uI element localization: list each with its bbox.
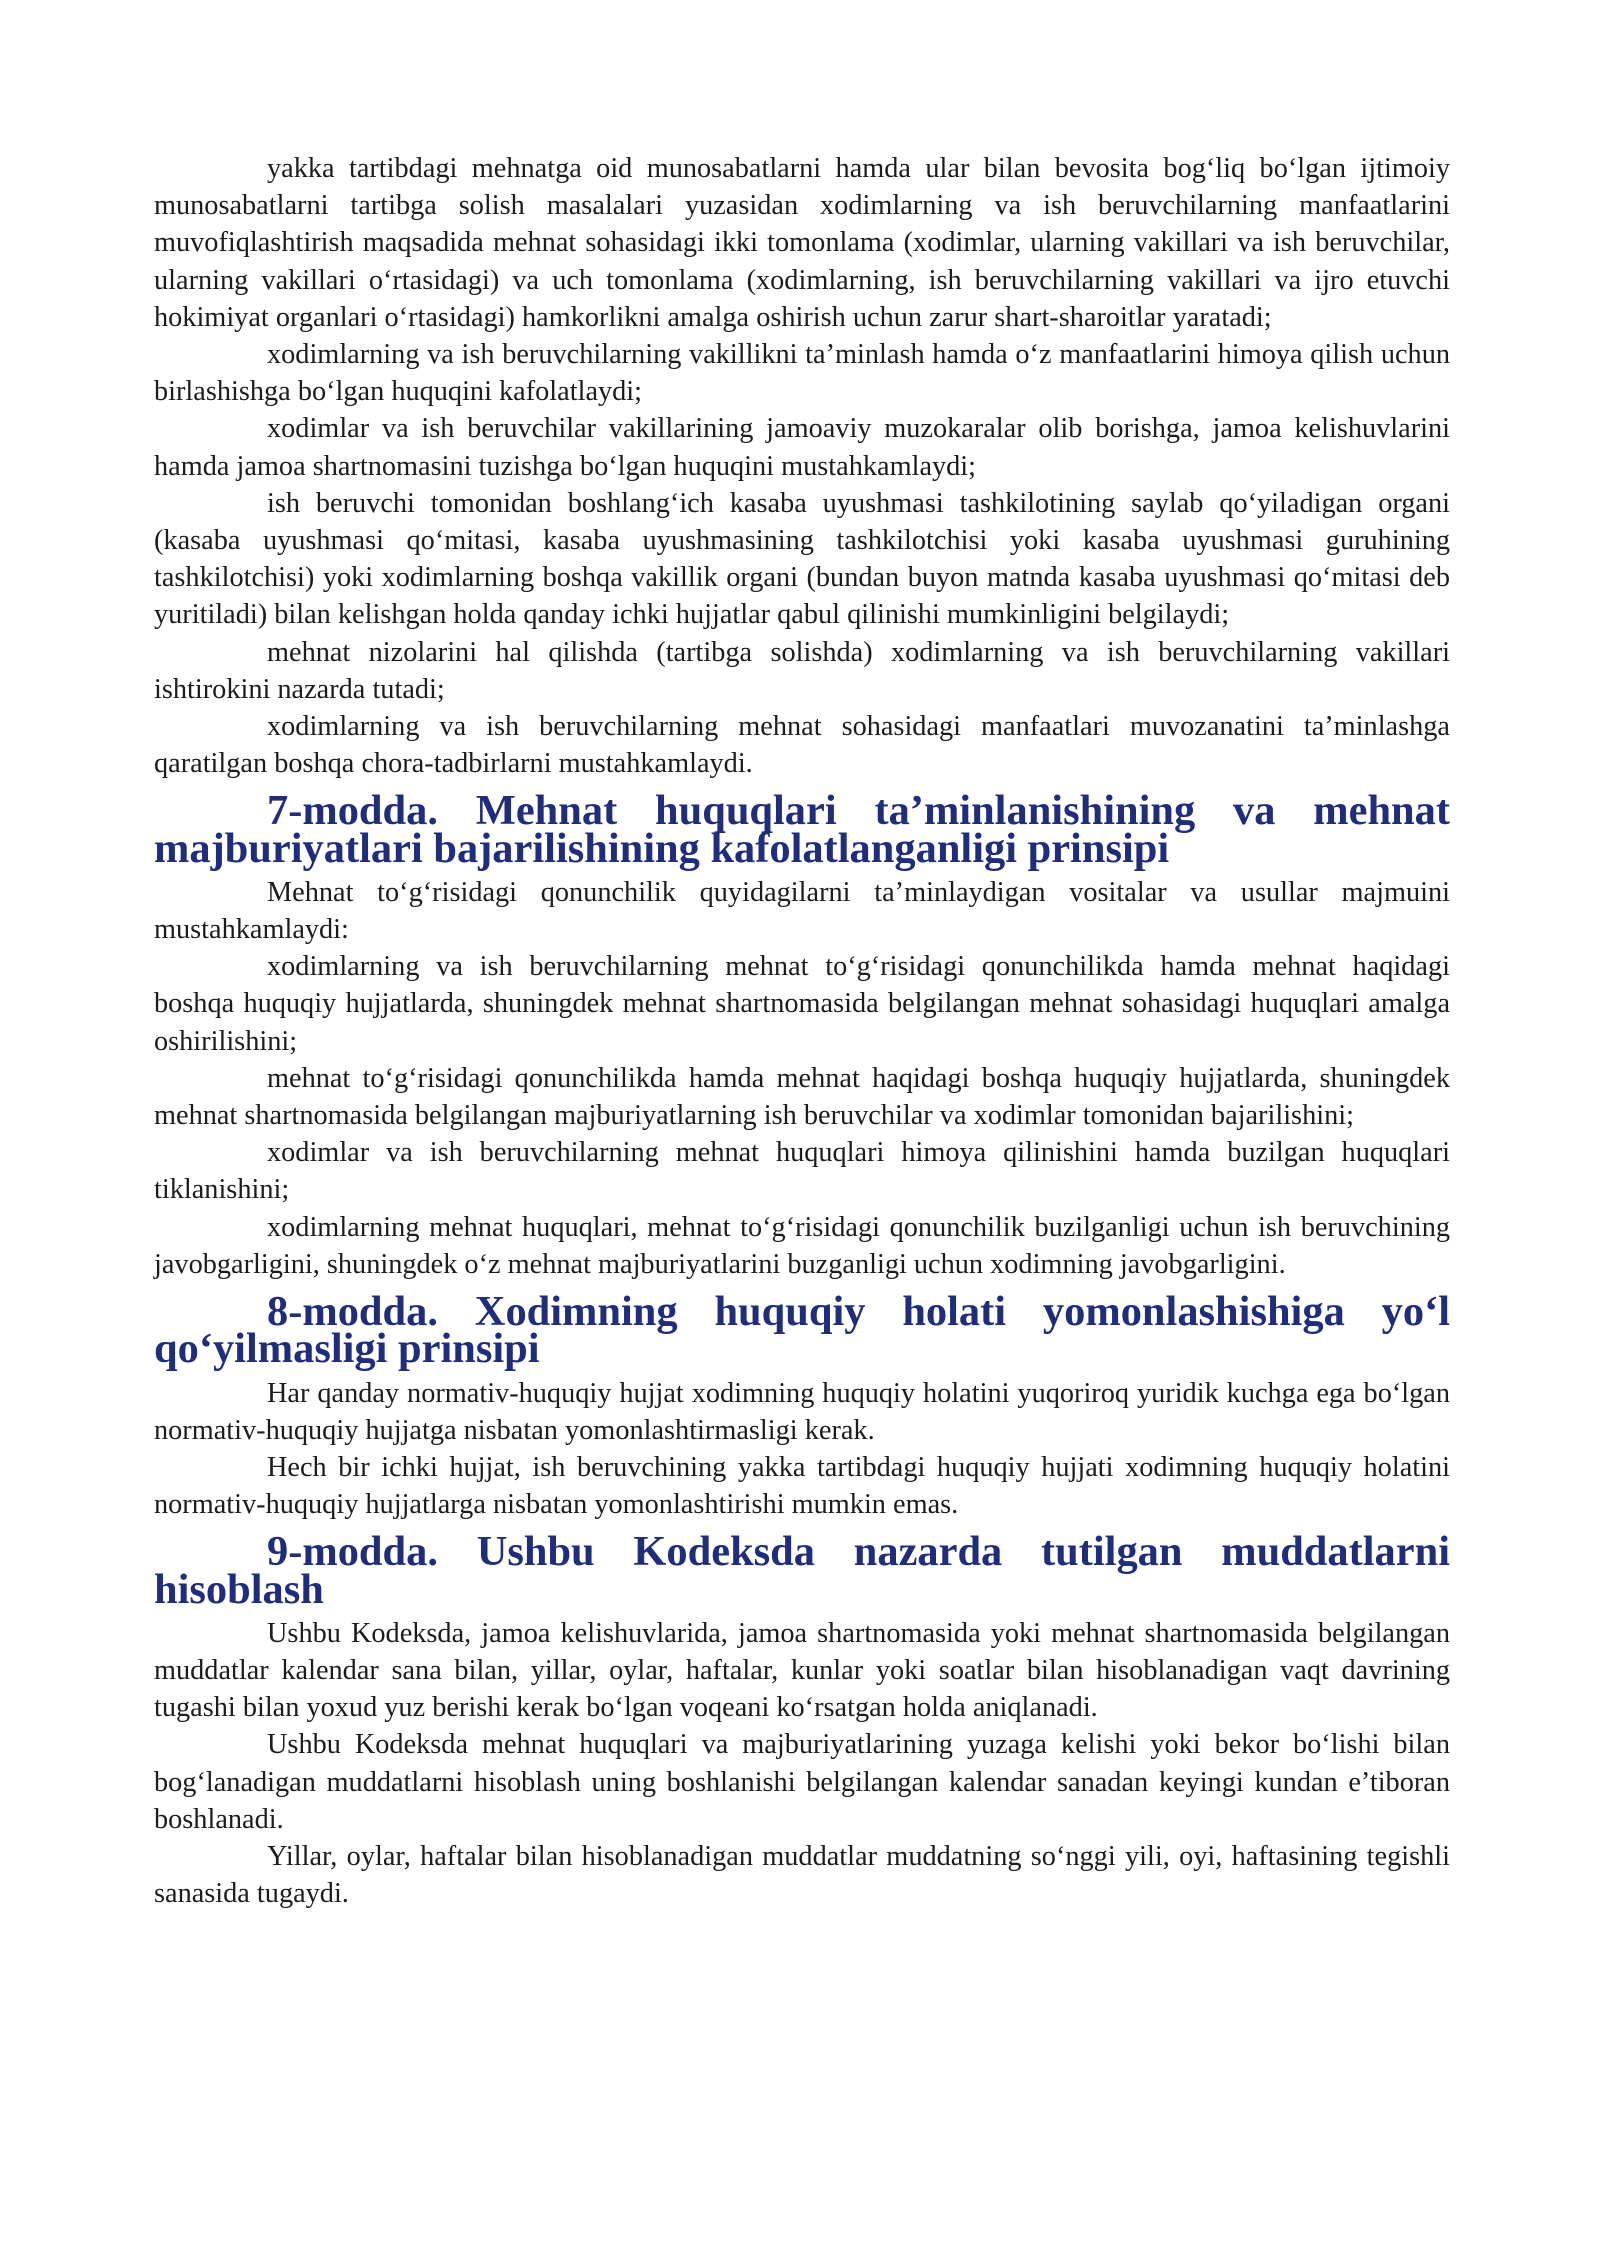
- paragraph: mehnat to‘g‘risidagi qonunchilikda hamda mehnat haqidagi boshqa huquqiy hujjatlarda, shuningdek mehnat shartnomasida belgilangan majburiyatlarning ish beruvchilar va xodimlar tomonidan bajarilishini;: [154, 1062, 1450, 1132]
- paragraph: xodimlarning mehnat huquqlari, mehnat to‘g‘risidagi qonunchilik buzilganligi uchun ish beruvchining javobgarligini, shuningdek o‘z mehnat majburiyatlarini buzganligi uchun xodimning javobgarligini.: [154, 1211, 1450, 1280]
- paragraph: xodimlarning va ish beruvchilarning vakillikni ta’minlash hamda o‘z manfaatlarini himoya qilish uchun birlashishga bo‘lgan huquqini kafolatlaydi;: [154, 339, 1450, 408]
- paragraph: xodimlarning va ish beruvchilarning mehnat to‘g‘risidagi qonunchilikda hamda mehnat haqidagi boshqa huquqiy hujjatlarda, shuningdek mehnat shartnomasida belgilangan mehnat sohasidagi huquqlari amalga oshirilishini;: [154, 951, 1450, 1057]
- paragraph: Har qanday normativ-huquqiy hujjat xodimning huquqiy holatini yuqoriroq yuridik kuchga ega bo‘lgan normativ-huquqiy hujjatga nisbatan yomonlashtirmasligi kerak.: [154, 1377, 1450, 1446]
- article-9-heading: 9-modda. Ushbu Kodeksda nazarda tutilgan muddatlarni hisoblash: [154, 1528, 1450, 1613]
- paragraph: xodimlar va ish beruvchilarning mehnat huquqlari himoya qilinishini hamda buzilgan huquqlari tiklanishini;: [154, 1137, 1450, 1206]
- paragraph: xodimlar va ish beruvchilar vakillarining jamoaviy muzokaralar olib borishga, jamoa kelishuvlarini hamda jamoa shartnomasini tuzishga bo‘lgan huquqini mustahkamlaydi;: [154, 413, 1450, 482]
- paragraph: mehnat nizolarini hal qilishda (tartibga solishda) xodimlarning va ish beruvchilarning vakillari ishtirokini nazarda tutadi;: [154, 636, 1450, 705]
- paragraph: Ushbu Kodeksda, jamoa kelishuvlarida, jamoa shartnomasida yoki mehnat shartnomasida belgilangan muddatlar kalendar sana bilan, yillar, oylar, haftalar, kunlar yoki soatlar bilan hisoblanadigan vaqt davrining tugashi bilan yoxud yuz berishi kerak bo‘lgan voqeani ko‘rsatgan holda aniqlanadi.: [154, 1617, 1450, 1724]
- paragraph: xodimlarning va ish beruvchilarning mehnat sohasidagi manfaatlari muvozanatini ta’minlashga qaratilgan boshqa chora-tadbirlarni mustahkamlaydi.: [154, 711, 1450, 780]
- paragraph: Mehnat to‘g‘risidagi qonunchilik quyidagilarni ta’minlaydigan vositalar va usullar majmuini mustahkamlaydi:: [154, 876, 1450, 946]
- article-7-heading: 7-modda. Mehnat huquqlari ta’minlanishining va mehnat majburiyatlari bajarilishining kafolatlanganligi prinsipi: [154, 787, 1450, 872]
- paragraph: Ushbu Kodeksda mehnat huquqlari va majburiyatlarining yuzaga kelishi yoki bekor bo‘lishi bilan bog‘lanadigan muddatlarni hisoblash uning boshlanishi belgilangan kalendar sanadan keyingi kundan e’tiboran boshlanadi.: [154, 1729, 1450, 1835]
- article-8-heading: 8-modda. Xodimning huquqiy holati yomonlashishiga yo‘l qo‘yilmasligi prinsipi: [154, 1288, 1450, 1373]
- paragraph: Hech bir ichki hujjat, ish beruvchining yakka tartibdagi huquqiy hujjati xodimning huquqiy holatini normativ-huquqiy hujjatlarga nisbatan yomonlashtirishi mumkin emas.: [154, 1451, 1450, 1521]
- paragraph: Yillar, oylar, haftalar bilan hisoblanadigan muddatlar muddatning so‘nggi yili, oyi, haftasining tegishli sanasida tugaydi.: [154, 1840, 1450, 1910]
- document-page: [154, 150, 1450, 1912]
- paragraph: ish beruvchi tomonidan boshlang‘ich kasaba uyushmasi tashkilotining saylab qo‘yiladigan organi (kasaba uyushmasi qo‘mitasi, kasaba uyushmasining tashkilotchisi yoki kasaba uyushmasi guruhining tashkilotchisi) yoki xodimlarning boshqa vakillik organi (bundan buyon matnda kasaba uyushmasi qo‘mitasi deb yuritiladi) bilan kelishgan holda qanday ichki hujjatlar qabul qilinishi mumkinligini belgilaydi;: [154, 487, 1450, 631]
- paragraph: yakka tartibdagi mehnatga oid munosabatlarni hamda ular bilan bevosita bog‘liq bo‘lgan ijtimoiy munosabatlarni tartibga solish masalalari yuzasidan xodimlarning va ish beruvchilarning manfaatlarini muvofiqlashtirish maqsadida mehnat sohasidagi ikki tomonlama (xodimlar, ularning vakillari va ish beruvchilar, ularning vakillari o‘rtasidagi) va uch tomonlama (xodimlarning, ish beruvchilarning vakillari va ijro etuvchi hokimiyat organlari o‘rtasidagi) hamkorlikni amalga oshirish uchun zarur shart-sharoitlar yaratadi;: [154, 153, 1450, 333]
